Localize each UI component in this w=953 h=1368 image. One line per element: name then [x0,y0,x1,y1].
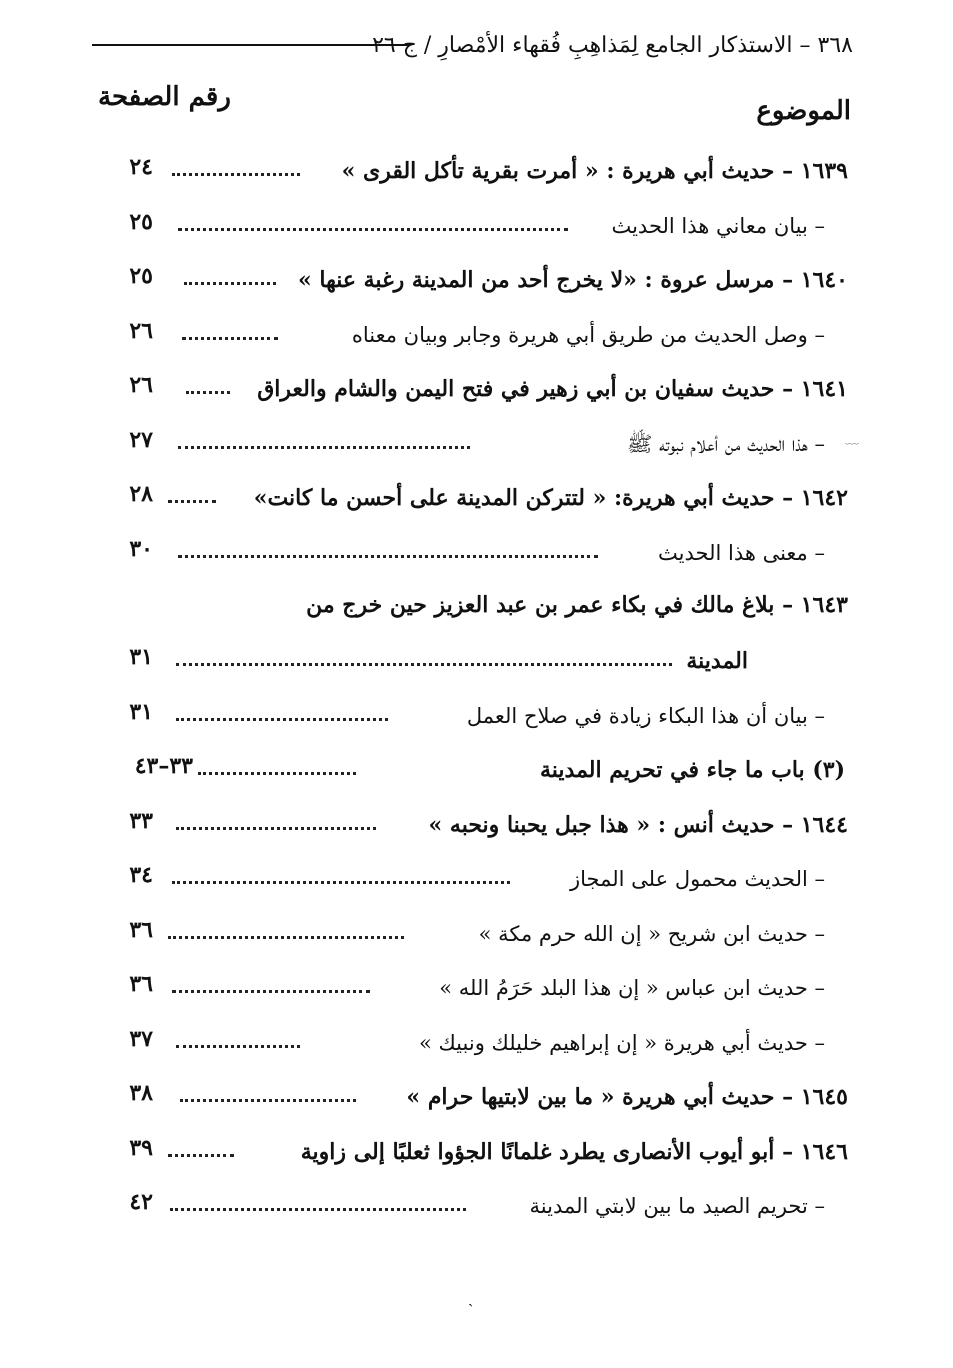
toc-entry-title: (٣) باب ما جاء في تحريم المدينة [539,757,845,783]
toc-entry [0,1183,953,1238]
dot-leader [178,446,470,449]
dot-leader [176,663,672,666]
toc-entry [0,475,953,530]
toc-entries [0,148,953,1238]
toc-entry [0,312,953,367]
toc-entry-title: ١٦٤٣ – بلاغ مالك في بكاء عمر بن عبد العزيز حين خرج من [306,592,848,618]
dot-leader [184,282,276,285]
toc-entry [0,693,953,748]
toc-entry-title: – بيان معاني هذا الحديث [611,213,825,238]
toc-entry-page-number: ٢٨ [129,481,153,507]
toc-entry-page-number: ٣٤ [129,862,153,888]
toc-entry-page-number: ٢٦ [129,317,153,344]
toc-entry-title: ١٦٤١ – حديث سفيان بن أبي زهير في فتح اليمن والشام والعراق [257,376,848,402]
dot-leader [180,1099,356,1102]
dot-leader [178,228,568,231]
toc-entry-page-number: ٣٣ [129,807,153,834]
toc-entry-title: ١٦٤٠ – مرسل عروة : «لا يخرج أحد من المدينة رغبة عنها » [297,267,848,293]
toc-entry [0,747,953,802]
dot-leader [168,1154,234,1157]
toc-entry [0,530,953,585]
toc-entry [0,1129,953,1184]
toc-entry [0,802,953,857]
dot-leader [176,827,376,830]
toc-entry [0,911,953,966]
toc-entry-page-number: ٣١ [129,698,153,725]
toc-entry-title: المدينة [686,648,748,674]
toc-entry-title: – وصل الحديث من طريق أبي هريرة وجابر وبيان معناه [351,322,825,347]
toc-entry-page-number: ٢٧ [129,426,153,453]
toc-entry-title: ١٦٣٩ – حديث أبي هريرة : « أمرت بقرية تأكل القرى » [341,158,848,184]
column-heading-subject: الموضوع [756,96,851,126]
toc-entry-page-number: ٣٦ [129,916,153,943]
dot-leader [198,772,356,775]
running-header: ٣٦٨ – الاستذكار الجامع لِمَذاهِبِ فُقهاء الأمْصارِ / ج ٢٦ [372,33,853,58]
toc-entry-page-number: ٢٤ [129,154,153,180]
toc-entry-page-number: ٣٠ [129,535,153,562]
toc-entry [0,965,953,1020]
dot-leader [182,337,278,340]
toc-entry-page-number: ٣٣–٤٣ [134,753,193,779]
dot-leader [186,391,230,394]
toc-entry-title: ١٦٤٢ – حديث أبي هريرة: « لتتركن المدينة على أحسن ما كانت» [253,485,848,511]
toc-entry [0,257,953,312]
toc-entry-page-number: ٣٧ [129,1025,153,1052]
toc-entry-title: – هذا الحديث من أعلام نبوته ﷺ [627,431,825,456]
toc-entry-title: ١٦٤٦ – أبو أيوب الأنصارى يطرد غلمانًا الجؤوا ثعلبًا إلى زاوية [300,1138,848,1165]
toc-entry [0,638,953,693]
dot-leader [172,881,510,884]
toc-entry-title: ١٦٤٤ – حديث أنس : « هذا جبل يحبنا ونحبه » [428,811,848,838]
toc-entry-page-number: ٢٥ [129,263,153,289]
toc-entry [0,584,953,638]
footer-mark: ˎ [468,1288,474,1307]
scan-artifact: ﹏ [845,431,859,447]
toc-entry-title: – الحديث محمول على المجاز [570,867,825,891]
dot-leader [170,1208,466,1211]
toc-entry [0,421,953,476]
toc-entry-page-number: ٢٥ [129,208,153,235]
dot-leader [168,936,404,939]
dot-leader [172,990,370,993]
toc-entry-title: – بيان أن هذا البكاء زيادة في صلاح العمل [466,703,825,728]
dot-leader [172,173,300,176]
toc-entry [0,366,953,421]
dot-leader [178,555,598,558]
toc-entry [0,203,953,258]
toc-entry-page-number: ٣١ [129,644,153,670]
dot-leader [176,1045,300,1048]
toc-entry-title: – حديث أبي هريرة « إن إبراهيم خليلك ونبيك » [418,1030,825,1055]
dot-leader [168,500,216,503]
toc-entry-page-number: ٣٨ [129,1080,153,1106]
toc-entry-page-number: ٢٦ [129,372,153,398]
dot-leader [176,718,388,721]
column-heading-page-number: رقم الصفحة [98,82,231,112]
toc-entry-page-number: ٣٦ [129,971,153,997]
toc-entry-page-number: ٣٩ [129,1134,153,1161]
toc-entry-title: – حديث ابن عباس « إن هذا البلد حَرَمُ الله » [439,976,825,1000]
toc-entry [0,1074,953,1129]
toc-entry [0,856,953,911]
toc-entry-title: ١٦٤٥ – حديث أبي هريرة « ما بين لابتيها حرام » [406,1084,848,1110]
toc-entry-title: – حديث ابن شريح « إن الله حرم مكة » [478,921,825,946]
toc-entry-title: – معنى هذا الحديث [658,540,825,565]
toc-entry [0,1020,953,1075]
header-rule [92,44,410,46]
toc-entry [0,148,953,203]
toc-entry-title: – تحريم الصيد ما بين لابتي المدينة [529,1194,825,1218]
toc-entry-page-number: ٤٢ [129,1189,153,1215]
